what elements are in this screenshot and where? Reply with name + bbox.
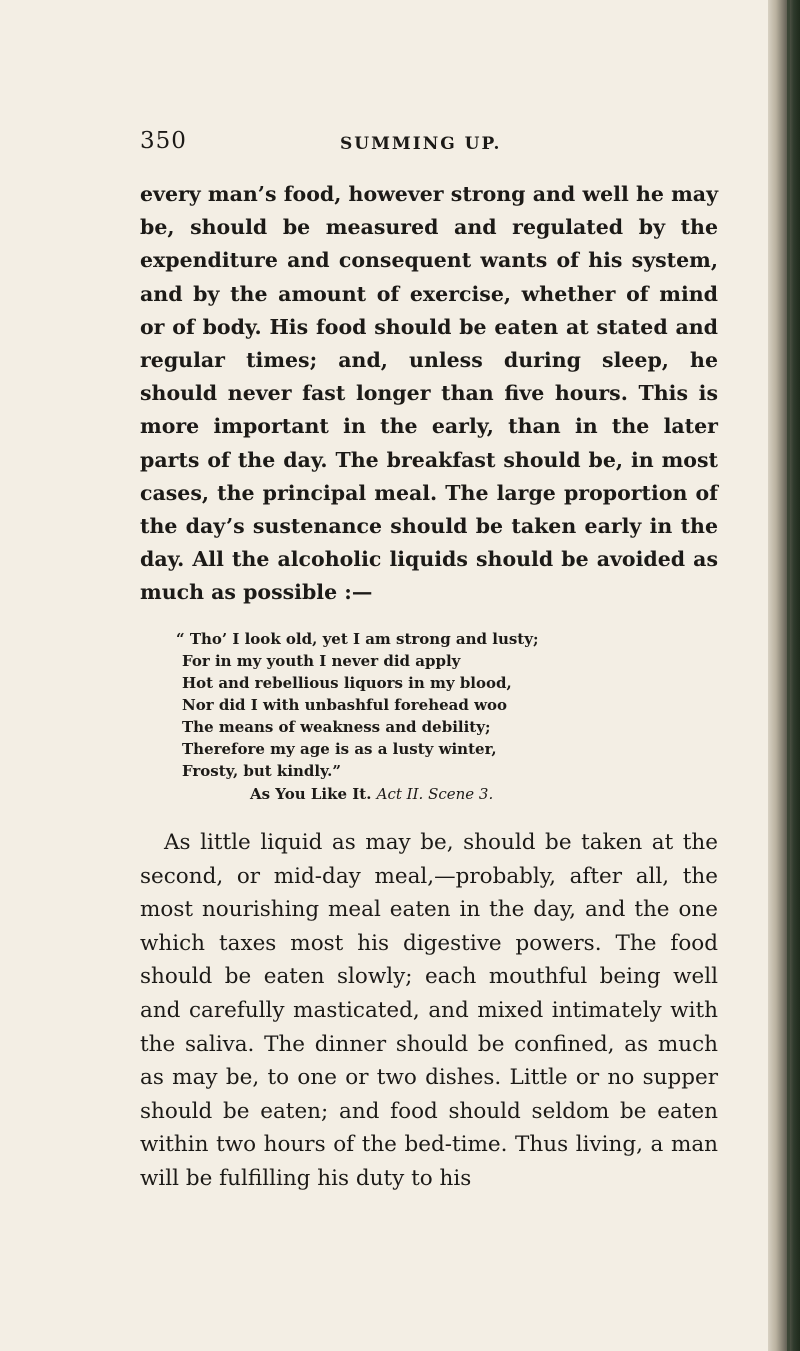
book-binding-edge	[768, 0, 800, 1351]
verse-quotation	[176, 628, 712, 805]
quote-line: The means of weakness and debility;	[182, 718, 491, 736]
body-paragraph-2-text: As little liquid as may be, should be taken at the second, or mid-day meal,—probably, after all, the most nourishing meal eaten in the day, and the one which taxes most his digestive powers. The food should be eaten slowly; each mouthful being well and carefully masticated, and mixed intimately with the saliva. The dinner should be confined, as much as may be, to one or two dishes. Little or no supper should be eaten; and food should seldom be eaten within two hours of the bed-time. Thus living, a man will be fulfilling his duty to his	[140, 830, 718, 1191]
quote-line: Hot and rebellious liquors in my blood,	[182, 674, 512, 692]
page-header	[140, 128, 720, 168]
quote-line: Therefore my age is as a lusty winter,	[182, 740, 497, 758]
quote-citation	[250, 783, 712, 805]
quote-line: “ Tho’ I look old, yet I am strong and lusty;	[176, 630, 539, 648]
body-paragraph-2	[140, 826, 718, 1196]
quote-line: Nor did I with unbashful forehead woo	[182, 696, 507, 714]
citation-title: As You Like It.	[250, 785, 372, 803]
citation-act-scene: Act II. Scene 3.	[376, 785, 494, 803]
quote-line: Frosty, but kindly.”	[182, 762, 341, 780]
quote-line: For in my youth I never did apply	[182, 652, 461, 670]
body-paragraph-1: every man’s food, however strong and well he may be, should be measured and regulated by the expenditure and consequent wants of his system, and by the amount of exercise, whether of mind or of body. His food should be eaten at stated and regular times; and, unless during sleep, he should never fast longer than five hours. This is more important in the early, than in the later parts of the day. The breakfast should be, in most cases, the principal meal. The large proportion of the day’s sustenance should be taken early in the day. All the alcoholic liquids should be avoided as much as possible :—	[140, 182, 718, 605]
page-number: 350	[140, 128, 187, 154]
binding-shadow-line	[787, 0, 790, 1351]
running-head: SUMMING UP.	[340, 134, 502, 154]
